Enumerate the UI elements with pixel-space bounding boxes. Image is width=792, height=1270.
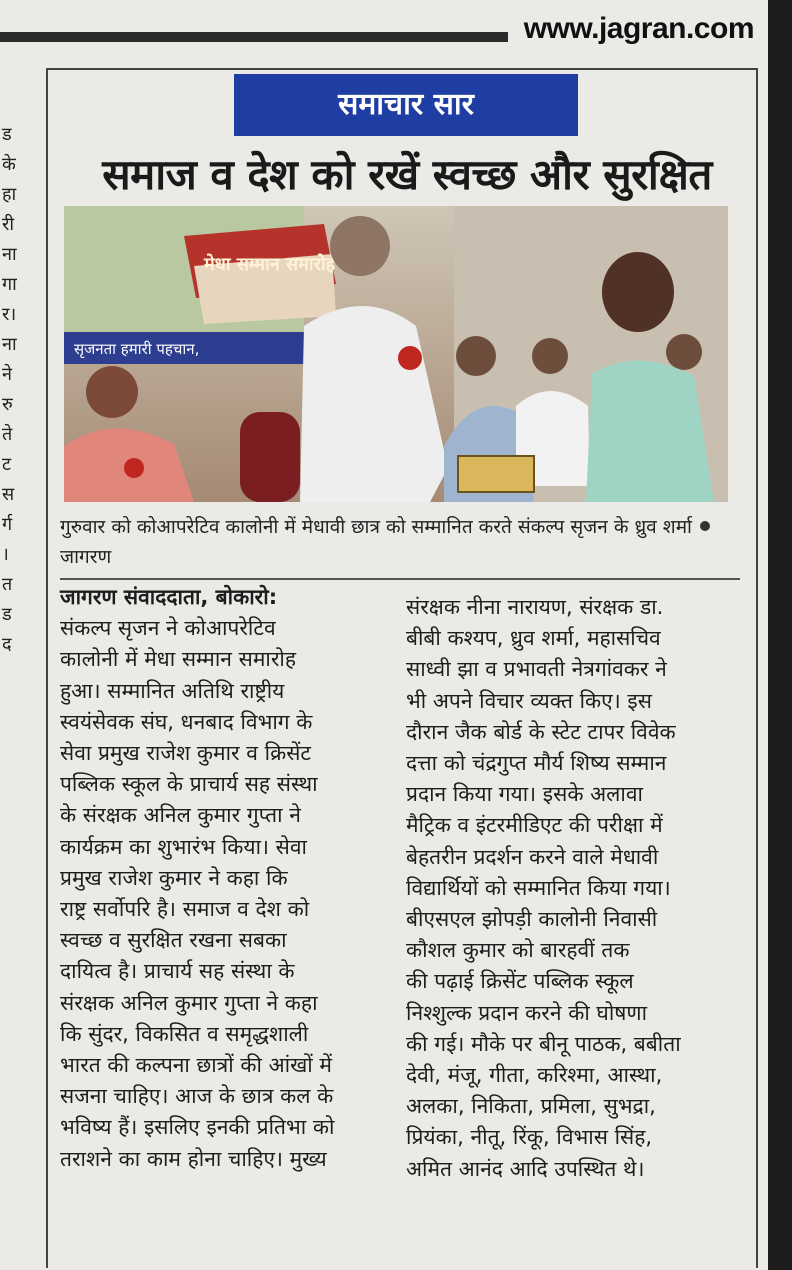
edge-fragment: र्ग bbox=[2, 514, 13, 535]
article-line: पब्लिक स्कूल के प्राचार्य सह संस्था bbox=[60, 772, 318, 797]
caption-credit: जागरण bbox=[60, 546, 112, 568]
article-line: सजना चाहिए। आज के छात्र कल के bbox=[60, 1084, 334, 1109]
article-line: कार्यक्रम का शुभारंभ किया। सेवा bbox=[60, 834, 307, 859]
article-line: देवी, मंजू, गीता, करिश्मा, आस्था, bbox=[406, 1063, 663, 1088]
article-line: अलका, निकिता, प्रमिला, सुभद्रा, bbox=[406, 1094, 656, 1119]
edge-fragment: हा bbox=[2, 184, 17, 205]
article-line: बेहतरीन प्रदर्शन करने वाले मेधावी bbox=[406, 844, 659, 869]
edge-fragment: र। bbox=[2, 304, 17, 325]
person-seated-3-head bbox=[666, 334, 702, 370]
article-column-left bbox=[60, 582, 382, 1175]
article-line: प्रमुख राजेश कुमार ने कहा कि bbox=[60, 865, 288, 890]
site-url: www.jagran.com bbox=[523, 12, 754, 45]
article-line: संकल्प सृजन ने कोआपरेटिव bbox=[60, 616, 276, 641]
edge-fragment: त bbox=[2, 574, 13, 595]
article-line: दौरान जैक बोर्ड के स्टेट टापर विवेक bbox=[406, 719, 676, 744]
article-photo bbox=[64, 206, 728, 502]
person-woman-head bbox=[86, 366, 138, 418]
award-plaque bbox=[458, 456, 534, 492]
article-line: अमित आनंद आदि उपस्थित थे। bbox=[406, 1156, 645, 1181]
person-seated-2-head bbox=[532, 338, 568, 374]
top-rule bbox=[0, 32, 508, 42]
person-man-head bbox=[330, 216, 390, 276]
article-line: दत्ता को चंद्रगुप्त मौर्य शिष्य सम्मान bbox=[406, 751, 667, 776]
person-seated-1-head bbox=[456, 336, 496, 376]
article-line: भी अपने विचार व्यक्त किए। इस bbox=[406, 688, 652, 713]
chair bbox=[240, 412, 300, 502]
photo-caption bbox=[60, 512, 740, 580]
article-column-right bbox=[406, 592, 738, 1185]
banner-text: मेधा सम्मान समारोह bbox=[204, 254, 336, 275]
article-line: तराशने का काम होना चाहिए। मुख्य bbox=[60, 1146, 327, 1171]
article-line: मैट्रिक व इंटरमीडिएट की परीक्षा में bbox=[406, 813, 663, 838]
article-line: साध्वी झा व प्रभावती नेत्रगांवकर ने bbox=[406, 657, 667, 682]
article-line: हुआ। सम्मानित अतिथि राष्ट्रीय bbox=[60, 678, 285, 703]
headline: समाज व देश को रखें स्वच्छ और सुरक्षित bbox=[102, 150, 712, 199]
strip-text: सृजनता हमारी पहचान, bbox=[74, 340, 200, 358]
article-line: संरक्षक अनिल कुमार गुप्ता ने कहा bbox=[60, 990, 318, 1015]
article-line: की गई। मौके पर बीनू पाठक, बबीता bbox=[406, 1031, 681, 1056]
article-line: के संरक्षक अनिल कुमार गुप्ता ने bbox=[60, 803, 301, 828]
bullet-icon bbox=[700, 521, 710, 531]
article-line: कौशल कुमार को बारहवीं तक bbox=[406, 938, 630, 963]
byline: जागरण संवाददाता, बोकारो: bbox=[60, 585, 278, 609]
article-line: संरक्षक नीना नारायण, संरक्षक डा. bbox=[406, 595, 664, 619]
article-line: स्वयंसेवक संघ, धनबाद विभाग के bbox=[60, 709, 313, 734]
article-line: दायित्व है। प्राचार्य सह संस्था के bbox=[60, 959, 295, 984]
edge-fragment: ड bbox=[2, 604, 12, 625]
section-tag: समाचार सार bbox=[234, 74, 578, 136]
article-line: बीएसएल झोपड़ी कालोनी निवासी bbox=[406, 907, 658, 932]
article-line: बीबी कश्यप, ध्रुव शर्मा, महासचिव bbox=[406, 626, 661, 651]
edge-fragment: री bbox=[2, 214, 15, 235]
article-line: प्रियंका, नीतू, रिंकू, विभास सिंह, bbox=[406, 1125, 653, 1150]
edge-fragment: ने bbox=[2, 364, 12, 385]
edge-fragment: रु bbox=[2, 394, 13, 415]
person-student-body bbox=[586, 360, 714, 502]
edge-fragment: गा bbox=[2, 274, 17, 295]
article-line: की पढ़ाई क्रिसेंट पब्लिक स्कूल bbox=[406, 969, 634, 994]
article-line: राष्ट्र सर्वोपरि है। समाज व देश को bbox=[60, 897, 310, 922]
rosette-icon bbox=[398, 346, 422, 370]
edge-fragment: ते bbox=[2, 424, 13, 445]
dark-edge bbox=[768, 0, 792, 1270]
article-line: भारत की कल्पना छात्रों की आंखों में bbox=[60, 1053, 332, 1078]
edge-fragment: । bbox=[2, 544, 9, 565]
edge-fragment: स bbox=[2, 484, 15, 505]
edge-fragment: ड bbox=[2, 124, 12, 145]
edge-fragment: के bbox=[2, 154, 16, 175]
edge-fragment: द bbox=[2, 634, 12, 655]
person-student-head bbox=[602, 252, 674, 332]
article-line: प्रदान किया गया। इसके अलावा bbox=[406, 782, 643, 807]
article-line: कालोनी में मेधा सम्मान समारोह bbox=[60, 647, 297, 672]
event-photo bbox=[64, 206, 728, 502]
edge-fragment: ना bbox=[2, 244, 17, 265]
article-line: भविष्य हैं। इसलिए इनकी प्रतिभा को bbox=[60, 1115, 335, 1140]
article-line: स्वच्छ व सुरक्षित रखना सबका bbox=[60, 928, 287, 953]
article-line: विद्यार्थियों को सम्मानित किया गया। bbox=[406, 875, 671, 900]
edge-fragment: ना bbox=[2, 334, 17, 355]
article-line: निश्शुल्क प्रदान करने की घोषणा bbox=[406, 1000, 648, 1025]
rosette-icon bbox=[124, 458, 144, 478]
article-line: सेवा प्रमुख राजेश कुमार व क्रिसेंट bbox=[60, 741, 311, 766]
caption-text: गुरुवार को कोआपरेटिव कालोनी में मेधावी छात्र को सम्मानित करते संकल्प सृजन के ध्रुव शर्मा bbox=[60, 516, 692, 538]
edge-fragment: ट bbox=[2, 454, 12, 475]
adjacent-column-fragments bbox=[0, 120, 24, 660]
article-line: कि सुंदर, विकसित व समृद्धशाली bbox=[60, 1021, 309, 1046]
